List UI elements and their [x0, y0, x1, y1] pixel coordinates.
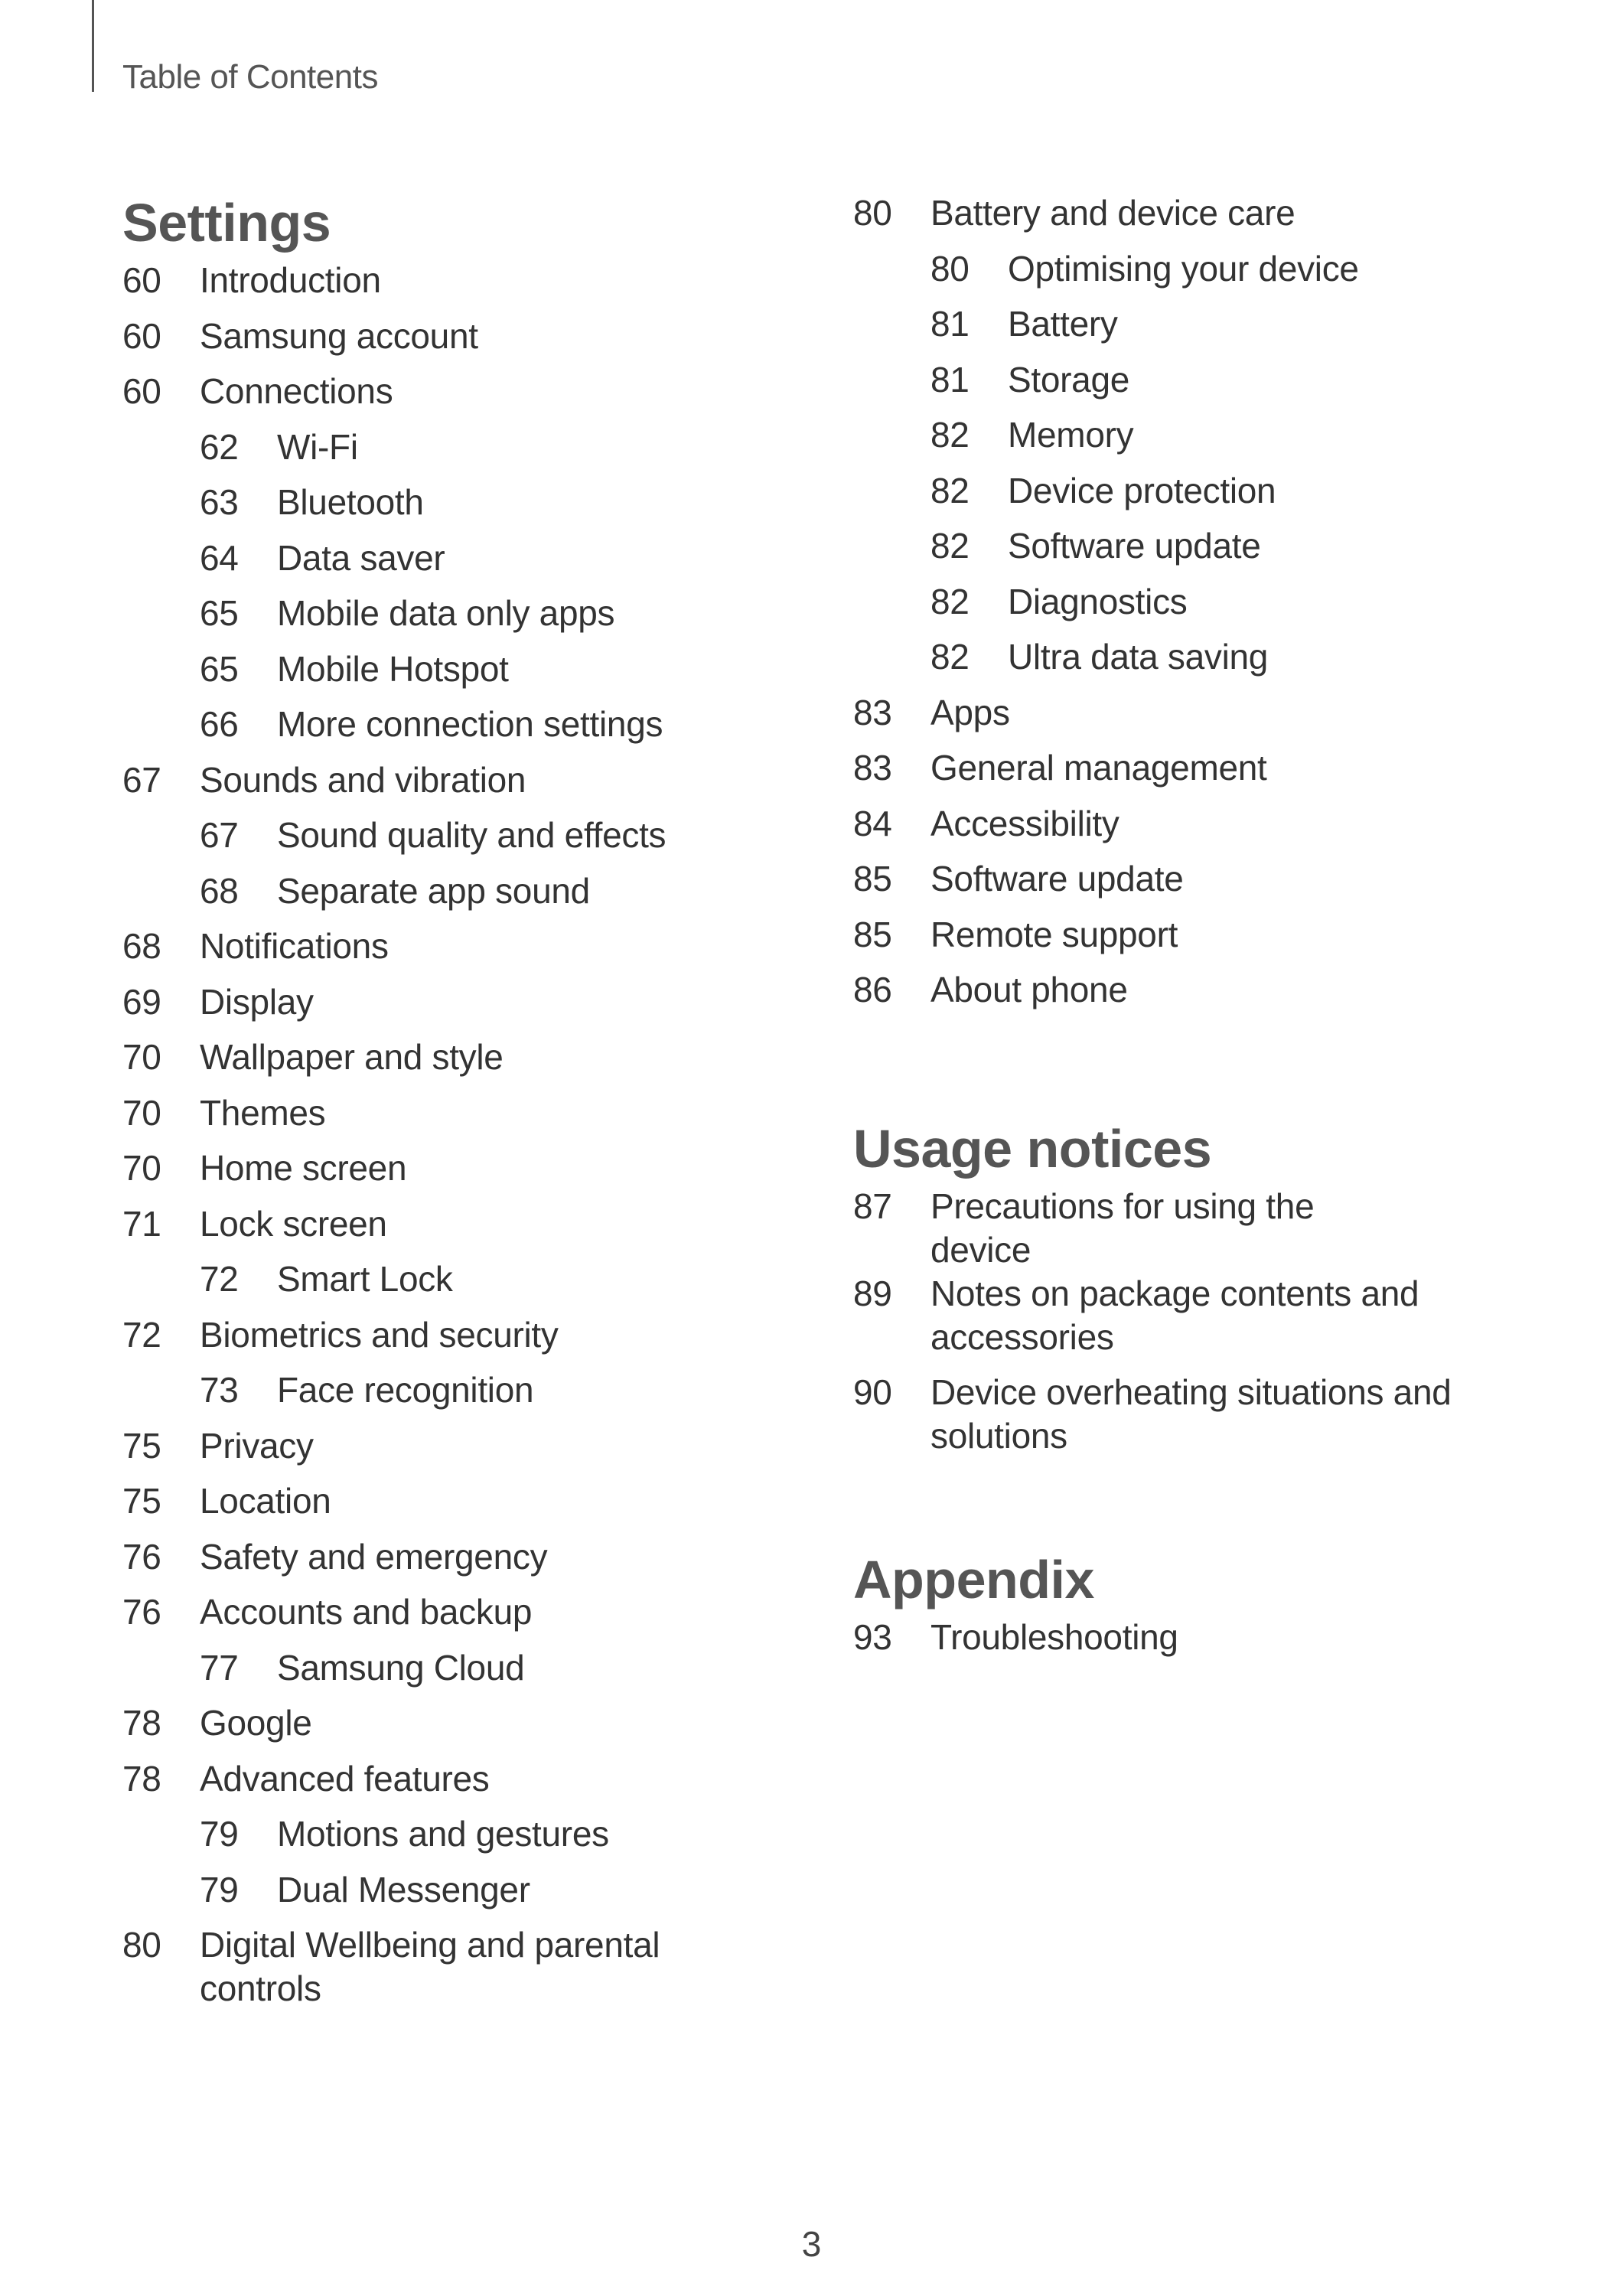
toc-entry[interactable] — [122, 1035, 811, 1091]
toc-entry-page: 80 — [930, 248, 970, 289]
toc-entry-title: Location — [200, 1481, 331, 1521]
toc-entry-title: Separate app sound — [277, 870, 590, 911]
toc-entry-page: 81 — [930, 359, 970, 400]
toc-entry-page: 85 — [853, 859, 892, 899]
toc-entry-title: Data saver — [277, 537, 445, 578]
toc-entry-title: Samsung account — [200, 315, 478, 356]
toc-entry-page: 78 — [122, 1758, 161, 1799]
toc-entry-title: Software update — [930, 859, 1184, 899]
toc-entry[interactable] — [122, 1868, 811, 1924]
settings-continued-section — [853, 191, 1542, 1024]
toc-entry[interactable] — [122, 426, 811, 481]
toc-entry[interactable] — [122, 592, 811, 647]
toc-entry-page: 83 — [853, 748, 892, 788]
toc-entry-page: 68 — [200, 870, 239, 911]
toc-entry-title: Themes — [200, 1092, 326, 1133]
toc-entry-title: Precautions for using the device — [930, 1186, 1315, 1270]
toc-entry[interactable] — [122, 1646, 811, 1702]
toc-entry-title: Ultra data saving — [1008, 637, 1269, 677]
section-title-settings: Settings — [122, 193, 331, 253]
toc-entry-page: 82 — [930, 526, 970, 566]
toc-entry-title: Accounts and backup — [200, 1592, 533, 1632]
toc-entry[interactable] — [122, 370, 811, 426]
toc-entry-title: Motions and gestures — [277, 1814, 609, 1854]
section-title-appendix: Appendix — [853, 1550, 1094, 1609]
toc-entry-title: Home screen — [200, 1148, 407, 1188]
toc-entry[interactable] — [853, 1185, 1542, 1272]
toc-entry-title: Google — [200, 1703, 312, 1743]
toc-entry[interactable] — [122, 1368, 811, 1424]
toc-entry[interactable] — [122, 703, 811, 758]
toc-entry-title: Lock screen — [200, 1203, 387, 1244]
toc-entry[interactable] — [122, 758, 811, 814]
toc-entry[interactable] — [122, 1424, 811, 1480]
toc-entry-page: 76 — [122, 1592, 161, 1632]
toc-entry-title: Advanced features — [200, 1758, 490, 1799]
toc-entry-title: Connections — [200, 371, 393, 411]
toc-entry-page: 60 — [122, 371, 161, 411]
toc-entry[interactable] — [122, 536, 811, 592]
toc-entry[interactable] — [853, 247, 1542, 303]
toc-entry-title: Sounds and vibration — [200, 759, 526, 800]
toc-entry-page: 67 — [200, 815, 239, 855]
toc-entry-title: Display — [200, 981, 314, 1022]
toc-entry[interactable] — [122, 1091, 811, 1147]
usage-notices-list — [853, 1185, 1542, 1469]
toc-entry[interactable] — [122, 925, 811, 980]
toc-entry-title: Battery — [1008, 304, 1118, 344]
toc-entry-page: 84 — [853, 803, 892, 843]
toc-entry[interactable] — [122, 1202, 811, 1258]
toc-entry[interactable] — [122, 1146, 811, 1202]
appendix-list — [853, 1616, 1542, 1671]
toc-entry-page: 79 — [200, 1814, 239, 1854]
toc-entry-page: 80 — [122, 1925, 161, 1965]
toc-entry-page: 76 — [122, 1536, 161, 1577]
settings-section — [122, 188, 811, 2022]
toc-entry-page: 66 — [200, 704, 239, 744]
toc-entry[interactable] — [853, 413, 1542, 469]
toc-entry-page: 82 — [930, 415, 970, 455]
toc-entry-title: Dual Messenger — [277, 1869, 530, 1910]
toc-entry-page: 71 — [122, 1203, 161, 1244]
toc-entry-page: 77 — [200, 1647, 239, 1688]
toc-entry-page: 93 — [853, 1617, 892, 1657]
toc-entry-title: Accessibility — [930, 803, 1119, 843]
toc-entry[interactable] — [122, 647, 811, 703]
toc-entry-title: Apps — [930, 692, 1010, 732]
toc-entry-title: Memory — [1008, 415, 1134, 455]
toc-entry-page: 78 — [122, 1703, 161, 1743]
toc-entry[interactable] — [122, 1257, 811, 1313]
toc-entry[interactable] — [122, 1701, 811, 1757]
toc-entry[interactable] — [122, 1923, 811, 2022]
toc-entry-page: 89 — [853, 1274, 892, 1313]
toc-entry-title: Mobile Hotspot — [277, 648, 509, 689]
toc-entry-title: Privacy — [200, 1425, 314, 1466]
toc-entry-title: Remote support — [930, 914, 1178, 954]
toc-entry-title: Mobile data only apps — [277, 593, 615, 633]
toc-entry-title: Notifications — [200, 926, 389, 966]
toc-entry[interactable] — [122, 315, 811, 370]
toc-entry[interactable] — [122, 869, 811, 925]
toc-entry-title: Troubleshooting — [930, 1617, 1178, 1657]
toc-entry-page: 67 — [122, 759, 161, 800]
toc-entry[interactable] — [122, 1479, 811, 1535]
settings-continued-list — [853, 191, 1542, 1024]
toc-entry-title: Sound quality and effects — [277, 815, 666, 855]
appendix-section — [853, 1545, 1542, 1671]
toc-entry-title: Face recognition — [277, 1370, 534, 1410]
toc-entry[interactable] — [853, 802, 1542, 858]
toc-entry-page: 70 — [122, 1037, 161, 1077]
toc-entry[interactable] — [853, 1371, 1542, 1469]
toc-entry-page: 82 — [930, 637, 970, 677]
toc-entry-page: 75 — [122, 1481, 161, 1521]
toc-entry-page: 79 — [200, 1869, 239, 1910]
toc-entry[interactable] — [853, 358, 1542, 414]
toc-entry[interactable] — [853, 302, 1542, 358]
toc-entry[interactable] — [122, 1757, 811, 1813]
toc-entry-page: 65 — [200, 593, 239, 633]
toc-entry-title: Smart Lock — [277, 1259, 453, 1299]
toc-entry[interactable] — [122, 1535, 811, 1591]
toc-entry-title: Device overheating situations and solutions — [930, 1372, 1452, 1456]
toc-entry-page: 87 — [853, 1186, 892, 1226]
toc-entry-title: Notes on package contents and accessories — [930, 1274, 1419, 1357]
settings-list — [122, 259, 811, 2022]
toc-entry[interactable] — [853, 913, 1542, 969]
toc-entry[interactable] — [853, 746, 1542, 802]
toc-entry-page: 75 — [122, 1425, 161, 1466]
toc-entry-page: 68 — [122, 926, 161, 966]
toc-entry[interactable] — [122, 259, 811, 315]
toc-entry-title: Samsung Cloud — [277, 1647, 525, 1688]
header-rule — [92, 0, 94, 92]
toc-entry-page: 90 — [853, 1372, 892, 1412]
toc-entry-title: Wallpaper and style — [200, 1037, 504, 1077]
toc-entry-title: Software update — [1008, 526, 1261, 566]
toc-entry-page: 80 — [853, 193, 892, 233]
toc-entry[interactable] — [853, 1272, 1542, 1371]
toc-entry[interactable] — [122, 1590, 811, 1646]
toc-entry-page: 72 — [122, 1314, 161, 1355]
toc-entry-title: Optimising your device — [1008, 248, 1359, 289]
toc-entry-title: Battery and device care — [930, 193, 1295, 233]
toc-entry-page: 82 — [930, 581, 970, 621]
toc-entry-page: 60 — [122, 315, 161, 356]
toc-entry[interactable] — [853, 191, 1542, 247]
toc-entry[interactable] — [853, 857, 1542, 913]
toc-entry[interactable] — [122, 814, 811, 869]
toc-entry-title: Wi-Fi — [277, 426, 358, 467]
toc-entry-page: 85 — [853, 914, 892, 954]
toc-entry[interactable] — [853, 580, 1542, 636]
toc-entry[interactable] — [853, 1616, 1542, 1671]
toc-entry-title: Digital Wellbeing and parental controls — [200, 1925, 660, 2008]
toc-entry-page: 73 — [200, 1370, 239, 1410]
toc-entry-page: 62 — [200, 426, 239, 467]
toc-entry-page: 81 — [930, 304, 970, 344]
toc-entry-page: 82 — [930, 470, 970, 510]
toc-entry[interactable] — [122, 481, 811, 536]
toc-entry-page: 70 — [122, 1148, 161, 1188]
toc-entry-page: 64 — [200, 537, 239, 578]
toc-entry-title: General management — [930, 748, 1267, 788]
section-title-usage-notices: Usage notices — [853, 1119, 1212, 1179]
toc-entry-page: 60 — [122, 260, 161, 300]
toc-entry[interactable] — [853, 469, 1542, 525]
toc-entry-title: Introduction — [200, 260, 381, 300]
toc-entry[interactable] — [853, 691, 1542, 747]
toc-entry-page: 72 — [200, 1259, 239, 1299]
toc-entry[interactable] — [853, 968, 1542, 1024]
toc-entry[interactable] — [122, 1313, 811, 1369]
toc-entry-page: 69 — [122, 981, 161, 1022]
toc-entry-title: Storage — [1008, 359, 1130, 400]
toc-entry-title: More connection settings — [277, 704, 663, 744]
toc-entry-page: 63 — [200, 482, 239, 522]
toc-entry-title: Device protection — [1008, 470, 1276, 510]
toc-entry-page: 86 — [853, 970, 892, 1009]
toc-entry-page: 65 — [200, 648, 239, 689]
toc-entry[interactable] — [122, 980, 811, 1036]
toc-entry[interactable] — [853, 635, 1542, 691]
usage-notices-section — [853, 1114, 1542, 1469]
toc-entry-title: Safety and emergency — [200, 1536, 548, 1577]
page-number: 3 — [801, 2224, 822, 2264]
toc-entry-title: Diagnostics — [1008, 581, 1188, 621]
toc-entry[interactable] — [122, 1812, 811, 1868]
toc-entry-title: Bluetooth — [277, 482, 424, 522]
toc-entry-title: Biometrics and security — [200, 1314, 559, 1355]
toc-entry-page: 83 — [853, 692, 892, 732]
header-title: Table of Contents — [122, 58, 378, 96]
toc-entry[interactable] — [853, 524, 1542, 580]
toc-entry-title: About phone — [930, 970, 1128, 1009]
toc-entry-page: 70 — [122, 1092, 161, 1133]
